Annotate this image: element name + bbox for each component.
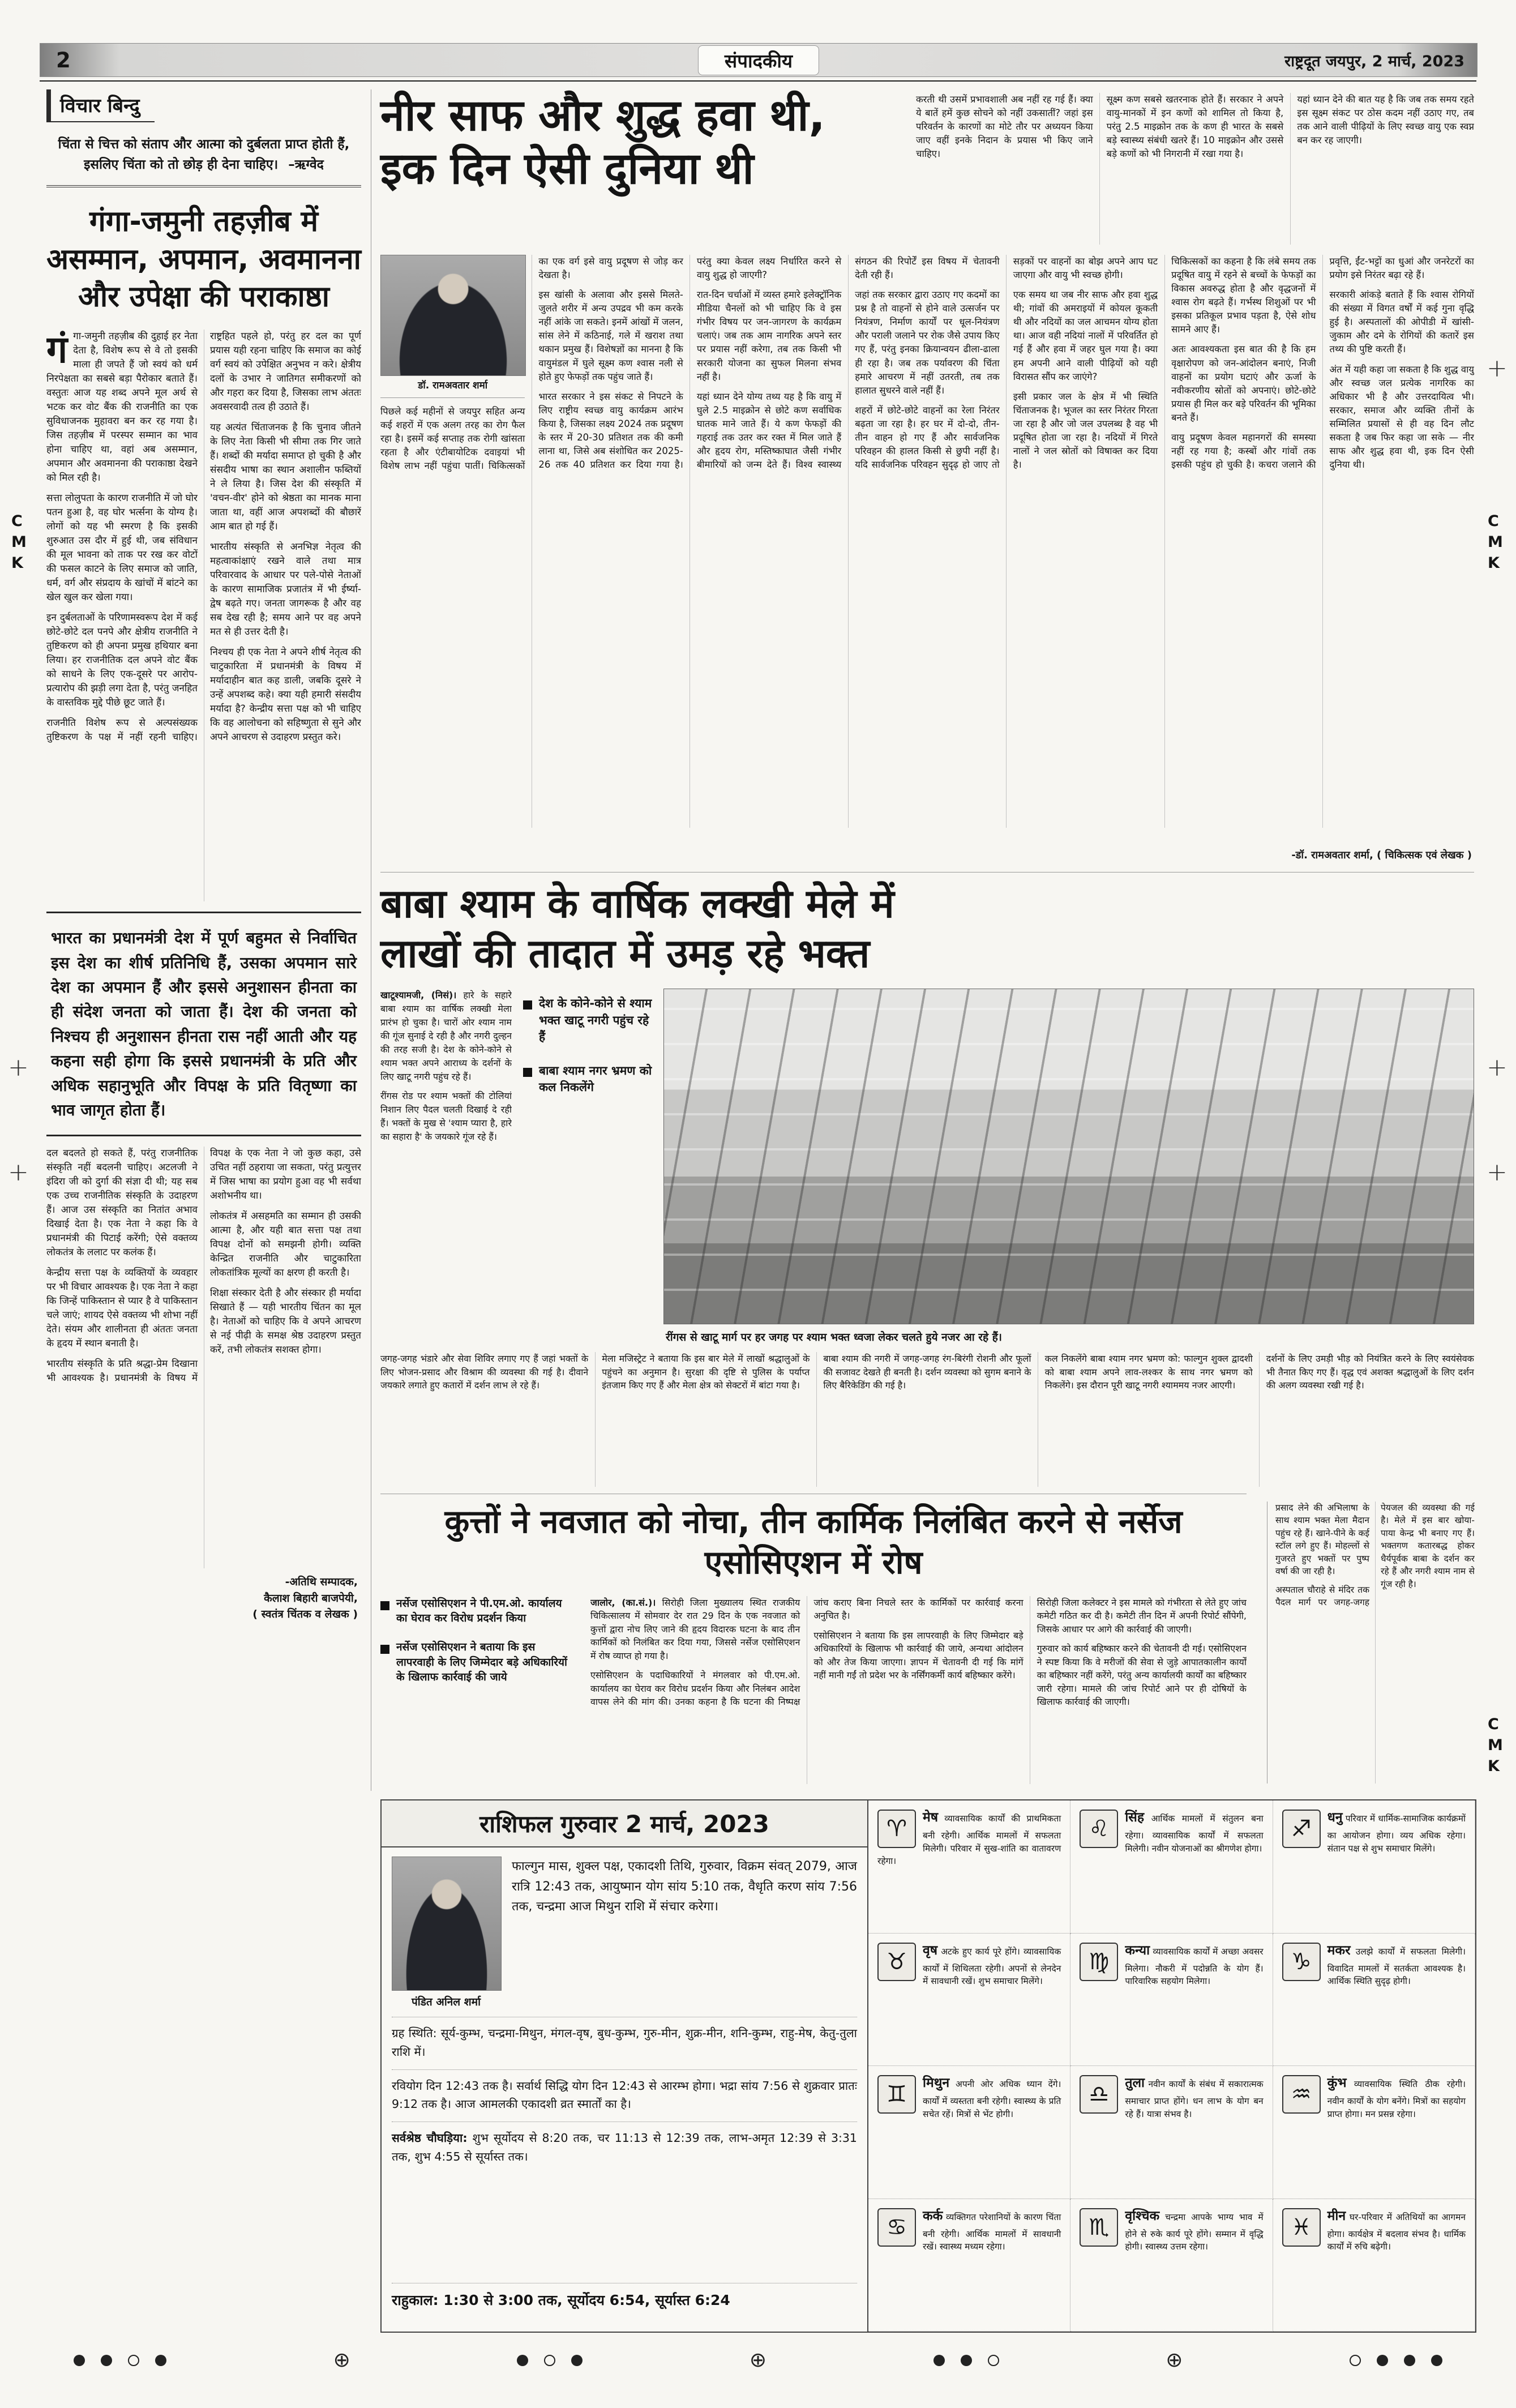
left-column xyxy=(46,89,361,1623)
body-paragraph: गुरुवार को कार्य बहिष्कार करने की चेतावनी दी गई। एसोसिएशन ने स्पष्ट किया कि वे मरीजों की सेवा से जुड़े आपातकालीन कार्यों का बहिष्कार नहीं करेंगे, परंतु अन्य कार्यालयी कार्यों का बहिष्कार जारी रहेगा। मामले की जांच रिपोर्ट आने पर ही दोषियों के खिलाफ कार्रवाई की जाएगी। xyxy=(1037,1643,1247,1708)
nir-top-paragraphs xyxy=(916,93,1474,162)
zodiac-name: मीन xyxy=(1327,2208,1346,2223)
page-header xyxy=(40,43,1478,77)
dot-group xyxy=(933,2355,999,2366)
target-mark-icon: ⊕ xyxy=(749,2349,767,2372)
zodiac-name: वृष xyxy=(923,1943,938,1958)
mela-photo-figure xyxy=(663,989,1474,1344)
kutton-content-row xyxy=(380,1596,1247,1784)
zodiac-cell-leo xyxy=(1070,1800,1273,1934)
dropcap: गं xyxy=(46,330,68,372)
ganga-pullquote-inset: भारत का प्रधानमंत्री देश में पूर्ण बहुमत से निर्वाचित इस देश का शीर्ष प्रतिनिधि हैं, उसका अपमान सारे देश का अपमान हैं और इससे अनुशासन हीनता का ही संदेश जनता को जाता हैं। देश की जनता को निश्चय ही अनुशासन हीनता रास नहीं आती और यह कहना सही होगा कि इससे प्रधानमंत्री के प्रति और अधिक सहानुभूति और विपक्ष के प्रति वितृष्णा का भाव जागृत होता हैं। xyxy=(46,912,361,1136)
khatu-headline: बाबा श्याम के वार्षिक लक्खी मेले में लाखों की तादात में उमड़ रहे भक्त xyxy=(380,880,894,977)
khatu-content-row xyxy=(380,989,1474,1344)
body-paragraph: कल निकलेंगे बाबा श्याम नगर भ्रमण को: फाल्गुन शुक्ल द्वादशी को बाबा श्याम अपने लाव-लश्कर के साथ नगर भ्रमण को निकलेंगे। इस दौरान पूरी खाटू नगरी श्याममय नजर आएगी। xyxy=(1044,1353,1253,1391)
nir-article xyxy=(380,89,1474,864)
registration-cross-icon: + xyxy=(8,1158,29,1187)
nir-headline-line2: इक दिन ऐसी दुनिया थी xyxy=(380,143,754,194)
rashifal-left-panel xyxy=(382,1800,868,2332)
print-mark-cmk-right xyxy=(1488,512,1503,572)
author-photo-caption: डॉ. रामअवतार शर्मा xyxy=(380,376,525,398)
zodiac-cell-sagittarius xyxy=(1273,1800,1475,1934)
zodiac-text: घर-परिवार में अतिथियों का आगमन होगा। कार्यक्षेत्र में बदलाव संभव है। धार्मिक कार्यों में रुचि बढ़ेगी। xyxy=(1327,2212,1466,2252)
body-paragraph: एसोसिएशन के पदाधिकारियों ने मंगलवार को पी.एम.ओ. कार्यालय का घेराव कर विरोध प्रदर्शन किया और निलंबन आदेश वापस लेने की मांग की। उनका कहना है कि घटना की निष्पक्ष जांच कराए बिना निचले स्तर के कार्मिकों पर कार्रवाई करना अनुचित है। xyxy=(590,1597,1023,1708)
body-paragraph: प्रसाद लेने की अभिलाषा के साथ श्याम भक्त मेला मैदान पहुंच रहे हैं। खाने-पीने के कई स्टॉल लगे हुए हैं। मोहल्लों से गुजरते हुए भक्तों पर पुष्प वर्षा की जा रही है। xyxy=(1275,1503,1369,1577)
print-mark-letter: K xyxy=(1488,554,1500,572)
body-paragraph: अंत में यही कहा जा सकता है कि शुद्ध वायु और स्वच्छ जल प्रत्येक नागरिक का अधिकार भी है और उत्तरदायित्व भी। सरकार, समाज और व्यक्ति तीनों के सम्मिलित प्रयासों से ही वह दिन लौट सकता है जब फिर कहा जा सके — नीर साफ और शुद्ध हवा थी, इक दिन ऐसी दुनिया थी। xyxy=(1329,363,1474,471)
nir-top-columns xyxy=(916,93,1474,245)
ganga-body-top xyxy=(46,330,361,901)
zodiac-name: मिथुन xyxy=(923,2076,950,2090)
bullet-item xyxy=(380,1596,576,1626)
zodiac-name: तुला xyxy=(1125,2076,1145,2090)
zodiac-text: व्यक्तिगत परेशानियों के कारण चिंता बनी रहेगी। आर्थिक मामलों में सावधानी रखें। स्वास्थ्य मध्यम रहेगा। xyxy=(923,2212,1061,2252)
chaughadiya-line xyxy=(392,2122,857,2166)
print-mark-letter: C xyxy=(11,512,23,530)
dot-open xyxy=(988,2355,999,2366)
zodiac-text: व्यावसायिक कार्यों में अच्छा अवसर मिलेगा। नौकरी में पदोन्नति के योग हैं। पारिवारिक सहयोग मिलेगा। xyxy=(1125,1946,1264,1987)
zodiac-name: सिंह xyxy=(1125,1810,1145,1825)
ganga-signoff xyxy=(46,1574,361,1623)
registration-cross-icon: + xyxy=(1487,1158,1508,1187)
khatu-continuation-column xyxy=(1267,1502,1475,1783)
body-paragraph: जगह-जगह भंडारे और सेवा शिविर लगाए गए हैं जहां भक्तों के लिए भोजन-प्रसाद और विश्राम की व्यवस्था की गई है। दीवाने जयकारे लगाते हुए कतारों में दर्शन लाभ ले रहे हैं। xyxy=(380,1353,589,1391)
body-paragraph: रींगस रोड पर श्याम भक्तों की टोलियां निशान लिए पैदल चलती दिखाई दे रही हैं। भक्तों के मुख से 'श्याम प्यारा है, हारे का सहारा है' के जयकारे गूंज रहे हैं। xyxy=(380,1090,512,1143)
nir-headline-line1: नीर साफ और शुद्ध हवा थी, xyxy=(380,91,825,141)
dot xyxy=(74,2355,85,2366)
nir-body-columns xyxy=(380,255,1474,828)
zodiac-grid xyxy=(868,1800,1475,2332)
body-paragraph: यह अत्यंत चिंताजनक है कि चुनाव जीतने के लिए नेता किसी भी सीमा तक गिर जाते हैं। शब्दों की मर्यादा समाप्त हो चुकी है और संसदीय भाषा का स्थान अशालीन फब्तियों ने ले लिया है। जिस देश की संस्कृति में 'वचन-वीर' होने को श्रेष्ठता का मानक माना जाता था, वहीं आज अपशब्दों की बौछारें आम बात हो गई हैं। xyxy=(210,422,361,532)
body-paragraph: वायु प्रदूषण केवल महानगरों की समस्या नहीं रह गया है; कस्बों और गांवों तक इसकी पहुंच हो चुकी है। कचरा जलाने की प्रवृत्ति, ईंट-भट्टों का धुआं और जनरेटरों का प्रयोग इसे निरंतर बढ़ा रहे हैं। xyxy=(1171,256,1474,471)
print-mark-letter: M xyxy=(1488,1737,1503,1754)
page-number: 2 xyxy=(56,48,71,72)
zodiac-cell-gemini xyxy=(868,2066,1070,2199)
taurus-icon: ♉ xyxy=(877,1943,916,1981)
khatu-paragraphs xyxy=(380,1352,1474,1398)
body-paragraph: सूक्ष्म कण सबसे खतरनाक होते हैं। सरकार ने अपने वायु-मानकों में इन कणों को शामिल तो किया है, परंतु 2.5 माइक्रोन तक के कण ही भारत के सबसे बड़े स्वास्थ्य संबंधी खतरे हैं। 10 माइक्रोन और उससे बड़े कणों को भी निगरानी में रखा गया है। xyxy=(1106,94,1284,159)
panchang-text: फाल्गुन मास, शुक्ल पक्ष, एकादशी तिथि, गुरुवार, विक्रम संवत् 2079, आज रात्रि 12:43 तक, आयुष्मान योग सांय 5:10 तक, वैधृति करण सांय 7:56 तक, चन्द्रमा आज मिथुन राशि में संचार करेगा। xyxy=(512,1859,857,1914)
body-paragraph: सिरोही जिला कलेक्टर ने इस मामले को गंभीरता से लेते हुए जांच कमेटी गठित कर दी है। कमेटी तीन दिन में अपनी रिपोर्ट सौंपेगी, जिसके आधार पर आगे की कार्रवाई की जाएगी। xyxy=(1037,1597,1247,1635)
dot xyxy=(155,2355,166,2366)
zodiac-text: चन्द्रमा आपके भाग्य भाव में होने से रुके कार्य पूरे होंगे। सम्मान में वृद्धि होगी। स्वास्थ्य उत्तम रहेगा। xyxy=(1125,2212,1264,2252)
pandit-photo-figure xyxy=(392,1857,500,2009)
body-paragraph: सरकारी आंकड़े बताते हैं कि श्वास रोगियों की संख्या में विगत वर्षों में कई गुना वृद्धि हुई है। अस्पतालों की ओपीडी में खांसी-जुकाम और दमे के रोगियों की कतारें इस तथ्य की पुष्टि करती हैं। xyxy=(1329,289,1474,355)
rashifal-panel xyxy=(380,1799,1476,2333)
grah-sthiti-line: ग्रह स्थिति: सूर्य-कुम्भ, चन्द्रमा-मिथुन, मंगल-वृष, बुध-कुम्भ, गुरु-मीन, शुक्र-मीन, शनि-कुम्भ, राहु-मेष, केतु-तुला राशि में। xyxy=(392,2017,857,2061)
zodiac-text: परिवार में धार्मिक-सामाजिक कार्यक्रमों का आयोजन होगा। व्यय अधिक रहेगा। संतान पक्ष से शुभ समाचार मिलेंगे। xyxy=(1327,1814,1466,1854)
body-paragraph: इसी प्रकार जल के क्षेत्र में भी स्थिति चिंताजनक है। भूजल का स्तर निरंतर गिरता जा रहा है और जो जल उपलब्ध है वह भी प्रदूषित होता जा रहा है। नदियों में गिरते नालों ने जल स्रोतों को विषाक्त कर दिया है। xyxy=(1013,391,1158,471)
dot-open xyxy=(544,2355,555,2366)
zodiac-cell-libra xyxy=(1070,2066,1273,2199)
dot-group xyxy=(517,2355,583,2366)
zodiac-cell-cancer xyxy=(868,2199,1070,2332)
rashifal-title: राशिफल गुरुवार 2 मार्च, 2023 xyxy=(382,1800,867,1847)
dot xyxy=(571,2355,583,2366)
pandit-portrait-image xyxy=(392,1857,502,1991)
body-paragraph: अस्पताल चौराहे से मंदिर तक पैदल मार्ग पर जगह-जगह पेयजल की व्यवस्था की गई है। मेले में इस बार खोया-पाया केन्द्र भी बनाए गए हैं। भक्तगण कतारबद्ध होकर धैर्यपूर्वक बाबा के दर्शन कर रहे हैं और नगरी श्याम नाम से गूंज रही है। xyxy=(1275,1503,1475,1608)
vichar-bindu-quote xyxy=(49,135,359,175)
registration-cross-icon: + xyxy=(1487,354,1508,383)
kutton-body-columns xyxy=(590,1596,1247,1784)
rashifal-top-row xyxy=(392,1857,857,2009)
zodiac-cell-aries xyxy=(868,1800,1070,1934)
print-mark-letter: M xyxy=(11,533,27,551)
sagittarius-icon: ♐ xyxy=(1282,1810,1321,1848)
zodiac-cell-aquarius xyxy=(1273,2066,1475,2199)
body-paragraph: भारत सरकार ने इस संकट से निपटने के लिए राष्ट्रीय स्वच्छ वायु कार्यक्रम आरंभ किया है, जिसका लक्ष्य 2024 तक प्रदूषण के स्तर में 20-30 प्रतिशत तक की कमी लाना था, जिसे अब संशोधित कर 2025-26 तक 40 प्रतिशत कर दिया गया है। परंतु क्या केवल लक्ष्य निर्धारित करने से वायु शुद्ध हो जाएगी? xyxy=(538,256,842,471)
khatu-byline: खाटूश्यामजी, (निसं)। xyxy=(380,990,457,1001)
print-mark-cmk-right-lower xyxy=(1488,1716,1503,1775)
print-mark-letter: K xyxy=(11,554,23,572)
zodiac-text: अपनी ओर अधिक ध्यान देंगे। कार्यों में व्यस्तता बनी रहेगी। स्वास्थ्य के प्रति सचेत रहें। मित्रों से भेंट होगी। xyxy=(923,2079,1061,2119)
zodiac-cell-pisces xyxy=(1273,2199,1475,2332)
dot xyxy=(1377,2355,1388,2366)
khatu-lead-column xyxy=(380,989,512,1344)
zodiac-cell-taurus xyxy=(868,1934,1070,2067)
zodiac-name: कुंभ xyxy=(1327,2076,1347,2090)
print-mark-letter: C xyxy=(1488,1716,1499,1733)
kutton-lead xyxy=(590,1596,800,1663)
nir-top-row xyxy=(380,89,1474,245)
libra-icon: ♎ xyxy=(1080,2075,1118,2114)
edition-date: राष्ट्रदूत जयपुर, 2 मार्च, 2023 xyxy=(1284,52,1464,70)
virgo-icon: ♍ xyxy=(1080,1943,1118,1981)
leo-icon: ♌ xyxy=(1080,1810,1118,1848)
dot xyxy=(1431,2355,1442,2366)
dot-open xyxy=(1350,2355,1361,2366)
body-paragraph: सत्ता लोलुपता के कारण राजनीति में जो घोर पतन हुआ है, वह घोर भर्त्सना के योग्य है। लोगों को यह भी स्मरण है कि इसकी शुरुआत उस दौर में हुई थी, जब संविधान की मूल भावना को ताक पर रख कर वोटों की फसल काटने के लिए समाज को जाति, धर्म, वर्ग और संप्रदाय के खांचों में बांटने का खेल खुल कर खेला गया। xyxy=(46,493,198,603)
print-mark-letter: K xyxy=(1488,1757,1500,1775)
khatu-lead-more xyxy=(380,1089,512,1144)
kutton-article xyxy=(380,1502,1247,1791)
header-rule xyxy=(40,80,1476,82)
zodiac-text: उलझे कार्यों में सफलता मिलेगी। विवादित मामलों में सतर्कता आवश्यक है। आर्थिक स्थिति सुदृढ़ होगी। xyxy=(1327,1946,1466,1987)
body-paragraph: यहां ध्यान देने की बात यह है कि जब तक समय रहते इस सूक्ष्म संकट पर ठोस कदम नहीं उठाए गए, तब तक आने वाली पीढ़ियों के लिए स्वच्छ वायु एक स्वप्न बन कर रह जाएगी। xyxy=(1297,94,1474,146)
zodiac-text: नवीन कार्यों के संबंध में सकारात्मक समाचार प्राप्त होंगे। धन लाभ के योग बन रहे हैं। यात्रा संभव है। xyxy=(1125,2079,1264,2119)
kutton-bullet-list xyxy=(380,1596,576,1784)
footer-registration-marks xyxy=(74,2349,1442,2372)
kutton-lead-text: सिरोही जिला मुख्यालय स्थित राजकीय चिकित्सालय में सोमवार देर रात 29 दिन के एक नवजात को कुत्तों द्वारा नोच लिए जाने की हृदय विदारक घटना के बाद तीन कार्मिकों को निलंबित कर दिया गया, जिससे नर्सेज एसोसिएशन में रोष व्याप्त हो गया है। xyxy=(590,1597,800,1661)
khatu-lead xyxy=(380,989,512,1084)
aries-icon: ♈ xyxy=(877,1810,916,1848)
print-mark-cmk-left xyxy=(11,512,27,572)
body-paragraph: अतः आवश्यकता इस बात की है कि हम वृक्षारोपण को जन-आंदोलन बनाएं, निजी वाहनों का प्रयोग घटाएं और ऊर्जा के नवीकरणीय स्रोतों को अपनाएं। छोटे-छोटे प्रयास ही मिल कर बड़े परिवर्तन की भूमिका बनते हैं। xyxy=(1171,344,1316,423)
zodiac-name: मकर xyxy=(1327,1943,1351,1958)
rahukal-line: राहुकाल: 1:30 से 3:00 तक, सूर्योदय 6:54, सूर्यास्त 6:24 xyxy=(392,2283,857,2309)
body-paragraph: लोकतंत्र में असहमति का सम्मान ही उसकी आत्मा है, और यही बात सत्ता पक्ष तथा विपक्ष दोनों को समझनी होगी। व्यक्ति केन्द्रित राजनीति और चाटुकारिता लोकतांत्रिक मूल्यों का क्षरण ही करती है। xyxy=(210,1211,361,1279)
body-paragraph: एक समय था जब नीर साफ और हवा शुद्ध थी; गांवों की अमराइयों में कोयल कूकती थी और नदियों का जल आचमन योग्य होता था। आज वही नदियां नालों में परिवर्तित हो गई हैं और हवा में जहर घुल गया है। क्या हम अपनी आने वाली पीढ़ियों को यही विरासत सौंप कर जाएंगे? xyxy=(1013,289,1158,382)
print-mark-letter: C xyxy=(1488,512,1499,530)
body-paragraph: केन्द्रीय सत्ता पक्ष के व्यक्तियों के व्यवहार पर भी विचार आवश्यक है। एक नेता ने कहा कि जिन्हें पाकिस्तान से प्यार है वे पाकिस्तान चले जाएं; शायद ऐसे वक्तव्य भी शोभा नहीं देते। संयम और शालीनता ही अंततः जनता के हृदय में स्थान बनाती है। xyxy=(46,1267,198,1350)
registration-cross-icon: + xyxy=(8,1053,29,1082)
mela-photo-caption: रींगस से खाटू मार्ग पर हर जगह पर श्याम भक्त ध्वजा लेकर चलते हुये नजर आ रहे हैं। xyxy=(666,1331,1003,1344)
zodiac-name: मेष xyxy=(923,1810,939,1825)
body-paragraph: इन दुर्बलताओं के परिणामस्वरूप देश में कई छोटे-छोटे दल पनपे और क्षेत्रीय राजनीति ने तुष्टिकरण को ही अपना प्रमुख हथियार बना लिया। हर राजनीतिक दल अपने वोट बैंक को साधने के लिए एक-दूसरे पर आरोप-प्रत्यारोप की झड़ी लगा देता है, परंतु जनहित के वास्तविक मुद्दे पीछे छूट जाते हैं। xyxy=(46,611,198,708)
gemini-icon: ♊ xyxy=(877,2075,916,2114)
signoff-author: कैलाश बिहारी बाजपेयी, xyxy=(264,1592,358,1605)
vichar-bindu-title: विचार बिन्दु xyxy=(46,89,155,122)
aquarius-icon: ♒ xyxy=(1282,2075,1321,2114)
cancer-icon: ♋ xyxy=(877,2208,916,2247)
capricorn-icon: ♑ xyxy=(1282,1943,1321,1981)
signoff-note: ( स्वतंत्र चिंतक व लेखक ) xyxy=(252,1608,358,1621)
bullet-item xyxy=(523,995,652,1045)
bullet-item xyxy=(380,1640,576,1685)
zodiac-cell-capricorn xyxy=(1273,1934,1475,2067)
zodiac-cell-virgo xyxy=(1070,1934,1273,2067)
chaughadiya-label: सर्वश्रेष्ठ चौघड़िया: xyxy=(392,2131,468,2145)
registration-cross-icon: + xyxy=(1487,1053,1508,1082)
body-paragraph: दर्शनों के लिए उमड़ी भीड़ को नियंत्रित करने के लिए स्वयंसेवक भी तैनात किए गए हैं। वृद्ध एवं अशक्त श्रद्धालुओं के लिए दर्शन की अलग व्यवस्था रखी गई है। xyxy=(1266,1353,1474,1391)
ganga-paragraphs-2 xyxy=(46,1147,361,1385)
body-paragraph: पिछले कई महीनों से जयपुर सहित अन्य कई शहरों में एक अलग तरह का रोग फैल रहा है। इसमें कई सप्ताह तक रोगी खांसता रहता है और एंटीबायोटिक दवाइयां भी विशेष लाभ नहीं पहुंचा पातीं। चिकित्सकों का एक वर्ग इसे वायु प्रदूषण से जोड़ कर देखता है। xyxy=(380,256,683,472)
body-paragraph: इस खांसी के अलावा और इससे मिलते-जुलते शरीर में अन्य उपद्रव भी कम करके नहीं आंके जा सकते। इनमें आंखों में जलन, सांस लेने में कठिनाई, गले में खराश तथा थकान प्रमुख हैं। विशेषज्ञों का मानना है कि वायुमंडल में घुले सूक्ष्म कण श्वास नली से होते हुए फेफड़ों तक पहुंच जाते हैं। xyxy=(538,289,683,382)
body-paragraph: राजनीति विशेष रूप से अल्पसंख्यक तुष्टिकरण के पक्ष में नहीं रहनी चाहिए। राष्ट्रहित पहले हो, परंतु हर दल का पूर्ण प्रयास यही रहना चाहिए कि समाज का कोई वर्ग स्वयं को उपेक्षित अनुभव न करे। क्षेत्रीय दलों के उभार ने जातिगत समीकरणों को और गहरा कर दिया है, जिसका लाभ अंततः अवसरवादी तत्व ही उठाते हैं। xyxy=(46,331,361,743)
khatu-article xyxy=(380,879,1474,1486)
quote-attribution: –ऋग्वेद xyxy=(288,157,324,172)
zodiac-cell-scorpio xyxy=(1070,2199,1273,2332)
author-portrait-image xyxy=(380,255,526,376)
ganga-body-bottom xyxy=(46,1147,361,1568)
dot xyxy=(1404,2355,1415,2366)
square-bullet-icon xyxy=(523,1000,532,1010)
khatu-cont-paragraphs xyxy=(1275,1502,1475,1609)
target-mark-icon: ⊕ xyxy=(333,2349,350,2372)
bullet-text: नर्सेज एसोसिएशन ने बताया कि इस लापरवाही के लिए जिम्मेदार बड़े अधिकारियों के खिलाफ कार्रवाई की जाये xyxy=(396,1640,567,1684)
khatu-bullet-list xyxy=(523,989,652,1344)
khatu-bottom-columns xyxy=(380,1352,1474,1487)
nir-paragraphs xyxy=(380,255,1474,474)
dot-group xyxy=(1350,2355,1442,2366)
kutton-headline: कुत्तों ने नवजात को नोचा, तीन कार्मिक निलंबित करने से नर्सेज एसोसिएशन में रोष xyxy=(444,1503,1183,1582)
body-paragraph: मेला मजिस्ट्रेट ने बताया कि इस बार मेले में लाखों श्रद्धालुओं के पहुंचने का अनुमान है। सुरक्षा की दृष्टि से पुलिस के पर्याप्त इंतजाम किए गए हैं और मेला क्षेत्र को सेक्टरों में बांटा गया है। xyxy=(602,1353,810,1391)
zodiac-text: आर्थिक मामलों में संतुलन बना रहेगा। व्यावसायिक कार्यों में सफलता मिलेगी। नवीन योजनाओं का श्रीगणेश होगा। xyxy=(1125,1814,1264,1854)
quote-text: चिंता से चित्त को संताप और आत्मा को दुर्बलता प्राप्त होती हैं, इसलिए चिंता को तो छोड़ ही देना चाहिए। xyxy=(58,137,350,172)
square-bullet-icon xyxy=(523,1068,532,1077)
body-paragraph: निश्चय ही एक नेता ने अपने शीर्ष नेतृत्व की चाटुकारिता में प्रधानमंत्री के विषय में मर्यादाहीन बात कह डाली, जबकि दूसरे ने उन्हें अपशब्द कहे। क्या यही हमारी संसदीय मर्यादा है? केन्द्रीय सत्ता पक्ष को भी चाहिए कि वह आलोचना को सहिष्णुता से सुने और अपने आचरण से उदाहरण प्रस्तुत करे। xyxy=(210,646,361,743)
pandit-photo-caption: पंडित अनिल शर्मा xyxy=(411,1996,481,2008)
ganga-lead xyxy=(46,330,198,485)
ganga-headline: गंगा-जमुनी तहज़ीब में असम्मान, अपमान, अवमानना और उपेक्षा की पराकाष्ठा xyxy=(46,205,361,314)
bullet-text: देश के कोने-कोने से श्याम भक्त खाटू नगरी पहुंच रहे हैं xyxy=(539,996,652,1044)
lead-text: गा-जमुनी तहज़ीब की दुहाई हर नेता देता है, विशेष रूप से वे तो इसकी माला ही जपते हैं जो स्वयं को धर्म निरपेक्षता का सबसे बड़ा पैरोकार बताते हैं। वस्तुतः आज यह शब्द अपने मूल अर्थ से भटक कर वोट बैंक की राजनीति का एक सुविधाजनक मुहावरा बन कर रह गया है। जिस तहज़ीब में परस्पर सम्मान का भाव होना चाहिए था, वहां अब असम्मान, अपमान और अवमानना की पराकाष्ठा देखने को मिल रही है। xyxy=(46,331,198,484)
square-bullet-icon xyxy=(380,1645,389,1654)
dot xyxy=(933,2355,945,2366)
print-mark-letter: M xyxy=(1488,533,1503,551)
vichar-bindu-box xyxy=(46,89,361,187)
mela-photo-image xyxy=(663,989,1474,1324)
yog-line: रवियोग दिन 12:43 तक है। सर्वार्थ सिद्धि योग दिन 12:43 से आरम्भ होगा। भद्रा सांय 7:56 से शुक्रवार प्रातः 9:12 तक है। आज आमलकी एकादशी व्रत स्मार्तों का है। xyxy=(392,2069,857,2114)
body-paragraph: शहरों में छोटे-छोटे वाहनों का रेला निरंतर बढ़ता जा रहा है। हर घर में दो-दो, तीन-तीन वाहन हो गए हैं और सार्वजनिक परिवहन की हालत किसी से छुपी नहीं है। यदि सार्वजनिक परिवहन सुदृढ़ हो जाए तो सड़कों पर वाहनों का बोझ अपने आप घट जाएगा और वायु भी स्वच्छ होगी। xyxy=(855,256,1158,471)
zodiac-name: धनु xyxy=(1327,1810,1343,1825)
chaughadiya-text: शुभ सूर्योदय से 8:20 तक, चर 11:13 से 12:39 तक, लाभ-अमृत 12:39 से 3:31 तक, शुभ 4:55 से सूर्यास्त तक। xyxy=(392,2131,857,2163)
body-paragraph: करती थी उसमें प्रभावशाली अब नहीं रह गई हैं। क्या ये बातें हमें कुछ सोचने को नहीं उकसातीं? जहां इस परिवर्तन के कारणों का मोटे तौर पर अध्ययन किया जाए वहीं इनके निदान के प्रयास भी किए जाने चाहिए। xyxy=(916,94,1093,159)
dot-open xyxy=(128,2355,139,2366)
bullet-text: नर्सेज एसोसिएशन ने पी.एम.ओ. कार्यालय का घेराव कर विरोध प्रदर्शन किया xyxy=(396,1597,562,1625)
body-paragraph: भारतीय संस्कृति के प्रति श्रद्धा-प्रेम दिखाना भी आवश्यक है। प्रधानमंत्री के विषय में विपक्ष के एक नेता ने जो कुछ कहा, उसे उचित नहीं ठहराया जा सकता, परंतु प्रत्युत्तर में जिस भाषा का प्रयोग हुआ वह भी सर्वथा अशोभनीय था। xyxy=(46,1148,361,1384)
zodiac-text: व्यावसायिक कार्यों की प्राथमिकता बनी रहेगी। आर्थिक मामलों में सफलता मिलेगी। परिवार में सुख-शांति का वातावरण रहेगा। xyxy=(877,1814,1061,1867)
dot-group xyxy=(74,2355,166,2366)
body-paragraph: यहां ध्यान देने योग्य तथ्य यह है कि वायु में घुले 2.5 माइक्रोन से छोटे कण सर्वाधिक घातक माने जाते हैं। ये कण फेफड़ों की गहराई तक उतर कर रक्त में मिल जाते हैं और हृदय रोग, मस्तिष्काघात जैसी गंभीर बीमारियों को जन्म देते हैं। विश्व स्वास्थ्य संगठन की रिपोर्टें इस विषय में चेतावनी देती रही हैं। xyxy=(696,256,1000,471)
body-paragraph: भारतीय संस्कृति से अनभिज्ञ नेतृत्व की महत्वाकांक्षाएं रखने वाले तथा मात्र परिवारवाद के आधार पर पले-पोसे नेताओं के कारण सामाजिक प्रजातंत्र में भी ईर्ष्या-द्वेष बढ़ते गए। जनता जागरूक है और वह सब देख रही है; समय आने पर वह अपने मत से ही उत्तर देती है। xyxy=(210,541,361,638)
dot xyxy=(961,2355,972,2366)
kutton-byline: जालोर, (का.सं.)। xyxy=(590,1597,656,1608)
body-paragraph: शिक्षा संस्कार देती है और संस्कार ही मर्यादा सिखाते हैं — यही भारतीय चिंतन का मूल है। नेताओं को चाहिए कि वे अपने आचरण से नई पीढ़ी के समक्ष श्रेष्ठ उदाहरण प्रस्तुत करें, तभी लोकतंत्र सशक्त होगा। xyxy=(210,1288,361,1356)
zodiac-text: अटके हुए कार्य पूरे होंगे। व्यावसायिक कार्यों में शिथिलता रहेगी। अपनों से लेनदेन में सावधानी रखें। शुभ समाचार मिलेंगे। xyxy=(923,1946,1061,1987)
dot xyxy=(101,2355,112,2366)
body-paragraph: दल बदलते हो सकते हैं, परंतु राजनीतिक संस्कृति नहीं बदलनी चाहिए। अटलजी ने इंदिरा जी को दुर्गा की संज्ञा दी थी; यह सब एक उच्च राजनीतिक संस्कृति के उदाहरण हैं। आज उस संस्कृति का नितांत अभाव दिखाई देता है। एक नेता ने कहा कि वे प्रधानमंत्री की पिटाई करेंगी; ऐसे वक्तव्य लोकतंत्र के ललाट पर कलंक हैं। xyxy=(46,1148,198,1259)
nir-headline xyxy=(380,89,901,245)
bullet-text: बाबा श्याम नगर भ्रमण को कल निकलेंगे xyxy=(539,1063,652,1094)
dot xyxy=(517,2355,528,2366)
body-paragraph: रात-दिन चर्चाओं में व्यस्त हमारे इलेक्ट्रॉनिक मीडिया चैनलों को भी चाहिए कि वे इस गंभीर विषय पर जन-जागरण के कार्यक्रम चलाएं। जब तक आम नागरिक अपने स्तर पर प्रयास नहीं करेगा, तब तक किसी भी सरकारी योजना का सुफल मिलना संभव नहीं है। xyxy=(696,289,842,382)
zodiac-name: वृश्चिक xyxy=(1125,2208,1160,2223)
square-bullet-icon xyxy=(380,1601,389,1610)
khatu-lead-text: हारे के सहारे बाबा श्याम का वार्षिक लक्खी मेला प्रारंभ हो चुका है। चारों ओर श्याम नाम की गूंज सुनाई दे रही है और नगरी दुल्हन की तरह सजी है। देश के कोने-कोने से श्याम भक्त अपने आराध्य के दर्शनों के लिए खाटू नगरी पहुंच रहे हैं। xyxy=(380,990,512,1083)
bullet-item xyxy=(523,1063,652,1096)
zodiac-name: कन्या xyxy=(1125,1943,1150,1958)
body-paragraph: जहां तक सरकार द्वारा उठाए गए कदमों का प्रश्न है तो वाहनों से होने वाले उत्सर्जन पर नियंत्रण, निर्माण कार्यों पर धूल-नियंत्रण और पराली जलाने पर रोक जैसे उपाय किए गए हैं, परंतु इनका क्रियान्वयन ढीला-ढाला ही रहा है। जब तक पर्यावरण की चिंता हमारे आचरण में नहीं उतरती, तब तक हालात सुधरने वाले नहीं हैं। xyxy=(855,289,1000,396)
body-paragraph: चिकित्सकों का कहना है कि लंबे समय तक प्रदूषित वायु में रहने से बच्चों के फेफड़ों का विकास अवरुद्ध होता है और वृद्धजनों में श्वास रोग बढ़ते हैं। गर्भस्थ शिशुओं पर भी इसका प्रतिकूल प्रभाव पड़ता है, ऐसे शोध सामने आए हैं। xyxy=(1171,256,1316,335)
section-title: संपादकीय xyxy=(698,45,819,75)
nir-signoff: -डॉ. रामअवतार शर्मा, ( चिकित्सक एवं लेखक ) xyxy=(1291,849,1472,861)
signoff-role: -अतिथि सम्पादक, xyxy=(285,1576,358,1589)
pisces-icon: ♓ xyxy=(1282,2208,1321,2247)
zodiac-name: कर्क xyxy=(923,2208,943,2223)
zodiac-text: व्यावसायिक स्थिति ठीक रहेगी। नवीन कार्यों के योग बनेंगे। मित्रों का सहयोग प्राप्त होगा। मन प्रसन्न रहेगा। xyxy=(1327,2079,1466,2119)
author-photo-figure xyxy=(380,255,525,398)
body-paragraph: एसोसिएशन ने बताया कि इस लापरवाही के लिए जिम्मेदार बड़े अधिकारियों के खिलाफ भी कार्रवाई की जाये, अन्यथा आंदोलन को और तेज किया जाएगा। ज्ञापन में चेतावनी दी गई कि मांगें नहीं मानी गईं तो प्रदेश भर के नर्सिंगकर्मी कार्य बहिष्कार करेंगे। xyxy=(813,1629,1023,1681)
body-paragraph: बाबा श्याम की नगरी में जगह-जगह रंग-बिरंगी रोशनी और फूलों की सजावट देखते ही बनती है। दर्शन व्यवस्था को सुगम बनाने के लिए बैरिकेडिंग की गई है। xyxy=(823,1353,1031,1391)
target-mark-icon: ⊕ xyxy=(1166,2349,1183,2372)
scorpio-icon: ♏ xyxy=(1080,2208,1118,2247)
